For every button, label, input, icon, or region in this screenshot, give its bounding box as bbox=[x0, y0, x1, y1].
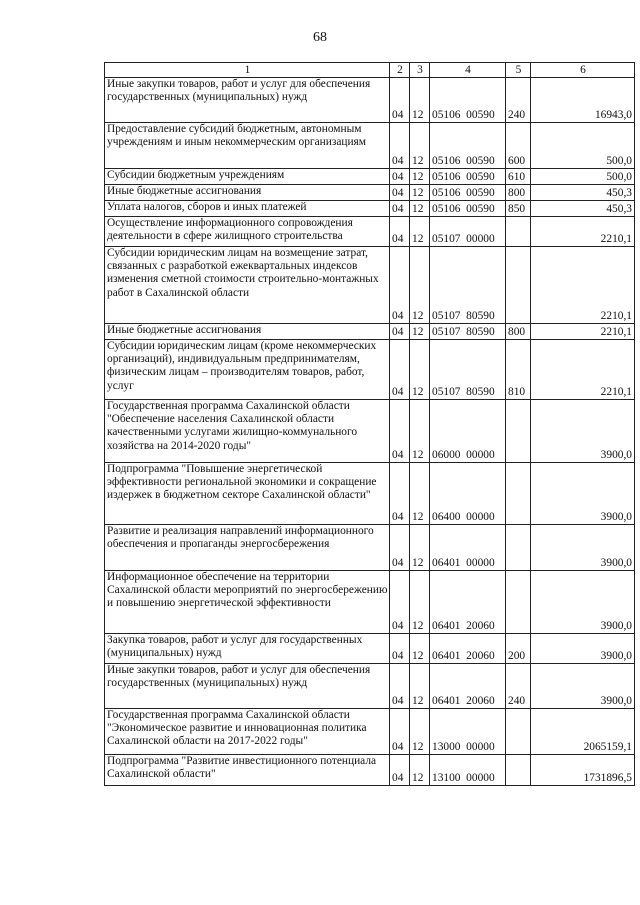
table-row bbox=[105, 78, 635, 123]
amount-cell: 2210,1 bbox=[531, 324, 635, 340]
section-code-cell: 04 bbox=[390, 324, 410, 340]
subsection-code-cell: 12 bbox=[410, 463, 430, 525]
row-name-cell: Иные бюджетные ассигнования bbox=[105, 324, 390, 340]
amount-cell: 2065159,1 bbox=[531, 709, 635, 755]
subsection-code-cell: 12 bbox=[410, 169, 430, 185]
amount-cell: 450,3 bbox=[531, 201, 635, 217]
row-name-cell: Развитие и реализация направлений информационного обеспечения и пропаганды энергосбережения bbox=[105, 525, 390, 571]
column-header: 2 bbox=[390, 63, 410, 78]
target-article-cell: 05106 00590 bbox=[430, 78, 506, 123]
amount-cell: 1731896,5 bbox=[531, 755, 635, 786]
subsection-code-cell: 12 bbox=[410, 78, 430, 123]
expense-type-cell: 800 bbox=[506, 324, 531, 340]
expense-type-cell: 240 bbox=[506, 78, 531, 123]
subsection-code-cell: 12 bbox=[410, 185, 430, 201]
row-name-cell: Осуществление информационного сопровождения деятельности в сфере жилищного строительства bbox=[105, 217, 390, 247]
amount-cell: 3900,0 bbox=[531, 664, 635, 709]
row-name-cell: Уплата налогов, сборов и иных платежей bbox=[105, 201, 390, 217]
amount-cell: 16943,0 bbox=[531, 78, 635, 123]
table-row bbox=[105, 634, 635, 664]
amount-cell: 3900,0 bbox=[531, 634, 635, 664]
expense-type-cell bbox=[506, 709, 531, 755]
target-article-cell: 06401 20060 bbox=[430, 664, 506, 709]
target-article-cell: 13000 00000 bbox=[430, 709, 506, 755]
header-row bbox=[105, 63, 635, 78]
page-number: 68 bbox=[313, 30, 327, 45]
amount-cell: 2210,1 bbox=[531, 247, 635, 324]
column-header: 4 bbox=[430, 63, 506, 78]
subsection-code-cell: 12 bbox=[410, 123, 430, 169]
expense-type-cell: 610 bbox=[506, 169, 531, 185]
amount-cell: 500,0 bbox=[531, 123, 635, 169]
amount-cell: 450,3 bbox=[531, 185, 635, 201]
subsection-code-cell: 12 bbox=[410, 340, 430, 400]
target-article-cell: 05107 80590 bbox=[430, 324, 506, 340]
table-row bbox=[105, 201, 635, 217]
subsection-code-cell: 12 bbox=[410, 400, 430, 463]
expense-type-cell bbox=[506, 217, 531, 247]
section-code-cell: 04 bbox=[390, 755, 410, 786]
expense-type-cell bbox=[506, 400, 531, 463]
expense-type-cell: 800 bbox=[506, 185, 531, 201]
amount-cell: 3900,0 bbox=[531, 525, 635, 571]
expense-type-cell: 200 bbox=[506, 634, 531, 664]
table-row bbox=[105, 463, 635, 525]
subsection-code-cell: 12 bbox=[410, 324, 430, 340]
section-code-cell: 04 bbox=[390, 78, 410, 123]
target-article-cell: 05106 00590 bbox=[430, 123, 506, 169]
table-row bbox=[105, 324, 635, 340]
section-code-cell: 04 bbox=[390, 634, 410, 664]
target-article-cell: 06401 20060 bbox=[430, 571, 506, 634]
target-article-cell: 13100 00000 bbox=[430, 755, 506, 786]
subsection-code-cell: 12 bbox=[410, 247, 430, 324]
row-name-cell: Иные бюджетные ассигнования bbox=[105, 185, 390, 201]
target-article-cell: 05107 80590 bbox=[430, 247, 506, 324]
table-row bbox=[105, 340, 635, 400]
expense-type-cell: 810 bbox=[506, 340, 531, 400]
budget-table bbox=[104, 62, 635, 786]
table-row bbox=[105, 185, 635, 201]
section-code-cell: 04 bbox=[390, 123, 410, 169]
target-article-cell: 05106 00590 bbox=[430, 201, 506, 217]
section-code-cell: 04 bbox=[390, 185, 410, 201]
column-header: 3 bbox=[410, 63, 430, 78]
expense-type-cell: 240 bbox=[506, 664, 531, 709]
target-article-cell: 05106 00590 bbox=[430, 185, 506, 201]
column-header: 5 bbox=[506, 63, 531, 78]
section-code-cell: 04 bbox=[390, 340, 410, 400]
row-name-cell: Подпрограмма "Повышение энергетической эффективности региональной экономики и сокращение издержек в бюджетном секторе Сахалинской области" bbox=[105, 463, 390, 525]
expense-type-cell: 850 bbox=[506, 201, 531, 217]
section-code-cell: 04 bbox=[390, 709, 410, 755]
target-article-cell: 05107 80590 bbox=[430, 340, 506, 400]
row-name-cell: Закупка товаров, работ и услуг для государственных (муниципальных) нужд bbox=[105, 634, 390, 664]
target-article-cell: 06401 00000 bbox=[430, 525, 506, 571]
table-row bbox=[105, 400, 635, 463]
expense-type-cell bbox=[506, 571, 531, 634]
target-article-cell: 06401 20060 bbox=[430, 634, 506, 664]
row-name-cell: Субсидии юридическим лицам (кроме некоммерческих организаций), индивидуальным предпринимателям, физическим лицам – производителям товаров, работ, услуг bbox=[105, 340, 390, 400]
target-article-cell: 06000 00000 bbox=[430, 400, 506, 463]
subsection-code-cell: 12 bbox=[410, 217, 430, 247]
expense-type-cell: 600 bbox=[506, 123, 531, 169]
target-article-cell: 05106 00590 bbox=[430, 169, 506, 185]
subsection-code-cell: 12 bbox=[410, 571, 430, 634]
expense-type-cell bbox=[506, 755, 531, 786]
section-code-cell: 04 bbox=[390, 217, 410, 247]
amount-cell: 2210,1 bbox=[531, 217, 635, 247]
row-name-cell: Предоставление субсидий бюджетным, автономным учреждениям и иным некоммерческим организациям bbox=[105, 123, 390, 169]
target-article-cell: 06400 00000 bbox=[430, 463, 506, 525]
expense-type-cell bbox=[506, 463, 531, 525]
amount-cell: 3900,0 bbox=[531, 400, 635, 463]
expense-type-cell bbox=[506, 525, 531, 571]
table-row bbox=[105, 755, 635, 786]
subsection-code-cell: 12 bbox=[410, 709, 430, 755]
row-name-cell: Иные закупки товаров, работ и услуг для обеспечения государственных (муниципальных) нужд bbox=[105, 78, 390, 123]
section-code-cell: 04 bbox=[390, 525, 410, 571]
table-row bbox=[105, 169, 635, 185]
table-row bbox=[105, 525, 635, 571]
section-code-cell: 04 bbox=[390, 400, 410, 463]
section-code-cell: 04 bbox=[390, 169, 410, 185]
row-name-cell: Субсидии бюджетным учреждениям bbox=[105, 169, 390, 185]
section-code-cell: 04 bbox=[390, 463, 410, 525]
row-name-cell: Информационное обеспечение на территории Сахалинской области мероприятий по энергосбережению и повышению энергетической эффективности bbox=[105, 571, 390, 634]
section-code-cell: 04 bbox=[390, 664, 410, 709]
amount-cell: 3900,0 bbox=[531, 463, 635, 525]
table-row bbox=[105, 217, 635, 247]
table-row bbox=[105, 571, 635, 634]
row-name-cell: Подпрограмма "Развитие инвестиционного потенциала Сахалинской области" bbox=[105, 755, 390, 786]
subsection-code-cell: 12 bbox=[410, 525, 430, 571]
expense-type-cell bbox=[506, 247, 531, 324]
subsection-code-cell: 12 bbox=[410, 634, 430, 664]
section-code-cell: 04 bbox=[390, 201, 410, 217]
table-row bbox=[105, 247, 635, 324]
table-row bbox=[105, 709, 635, 755]
amount-cell: 3900,0 bbox=[531, 571, 635, 634]
subsection-code-cell: 12 bbox=[410, 755, 430, 786]
amount-cell: 2210,1 bbox=[531, 340, 635, 400]
row-name-cell: Государственная программа Сахалинской области "Обеспечение населения Сахалинской области качественными услугами жилищно-коммунального хозяйства на 2014-2020 годы" bbox=[105, 400, 390, 463]
subsection-code-cell: 12 bbox=[410, 664, 430, 709]
column-header: 1 bbox=[105, 63, 390, 78]
target-article-cell: 05107 00000 bbox=[430, 217, 506, 247]
table-row bbox=[105, 123, 635, 169]
row-name-cell: Иные закупки товаров, работ и услуг для обеспечения государственных (муниципальных) нужд bbox=[105, 664, 390, 709]
table-row bbox=[105, 664, 635, 709]
table-body bbox=[105, 78, 635, 786]
row-name-cell: Государственная программа Сахалинской области "Экономическое развитие и инновационная политика Сахалинской области на 2017-2022 годы" bbox=[105, 709, 390, 755]
row-name-cell: Субсидии юридическим лицам на возмещение затрат, связанных с разработкой ежеквартальных индексов изменения сметной стоимости строительно-монтажных работ в Сахалинской области bbox=[105, 247, 390, 324]
amount-cell: 500,0 bbox=[531, 169, 635, 185]
subsection-code-cell: 12 bbox=[410, 201, 430, 217]
section-code-cell: 04 bbox=[390, 571, 410, 634]
section-code-cell: 04 bbox=[390, 247, 410, 324]
column-header: 6 bbox=[531, 63, 635, 78]
